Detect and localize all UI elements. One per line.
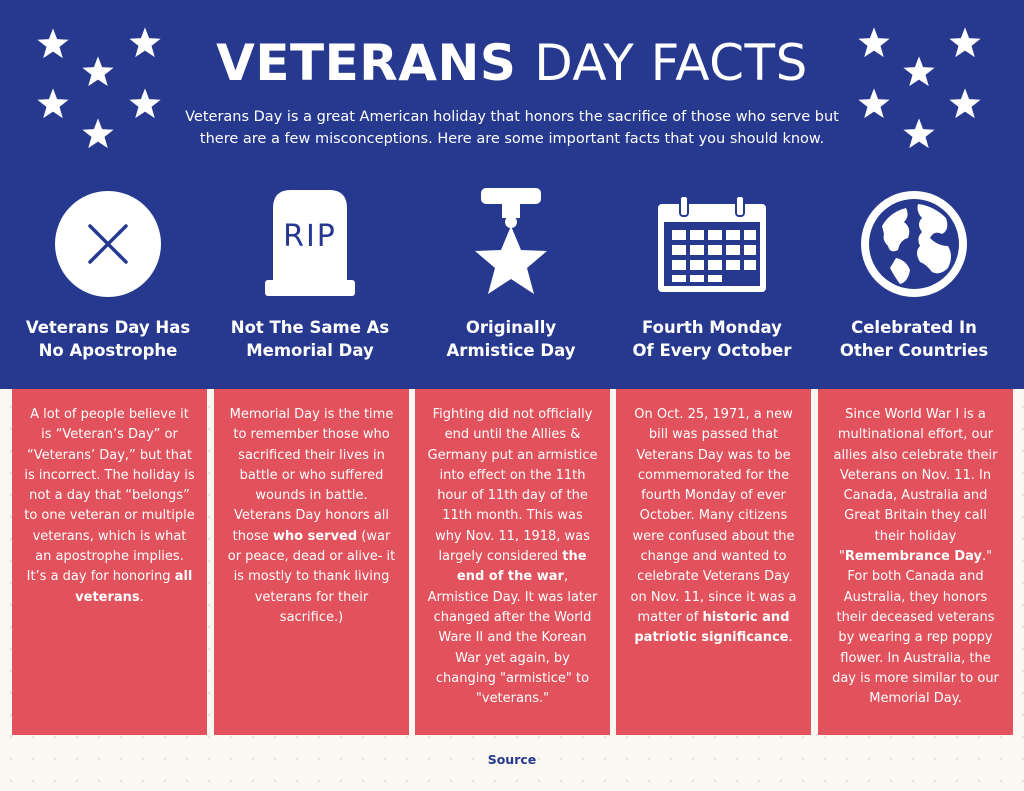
card-text-bold: Remembrance Day — [844, 549, 983, 565]
column-heading — [812, 316, 1016, 362]
column-head-october — [610, 188, 814, 378]
card-text-bold: who served — [272, 528, 358, 544]
card-text: . — [139, 589, 144, 605]
card-text-bold: historic and patriotic significance — [634, 609, 790, 646]
column-heading — [208, 316, 412, 362]
intro-text — [180, 106, 844, 150]
column-head-countries — [812, 188, 1016, 378]
heading-line: Originally — [465, 318, 557, 337]
fact-card-october — [616, 389, 811, 735]
fact-card-armistice — [415, 389, 610, 735]
star-icon — [81, 117, 115, 151]
title-bold: VETERANS — [216, 34, 517, 92]
fact-card-apostrophe — [12, 389, 207, 735]
intro-line-1: Veterans Day is a great American holiday that honors the sacrifice of those who serve but — [185, 109, 839, 125]
card-text: (war or peace, dead or alive- it is mostly to thank living veterans for their sacrifice.) — [227, 528, 396, 625]
star-medal-icon — [466, 188, 556, 300]
column-heading — [409, 316, 613, 362]
fact-card-memorial — [214, 389, 409, 735]
star-icon — [902, 117, 936, 151]
card-text-bold: the end of the war — [456, 549, 587, 585]
card-text: Memorial Day is the time to remember those who sacrificed their lives in battle or who suffered wounds in battle. Veterans Day honors all those — [229, 407, 394, 544]
heading-line: Fourth Monday — [642, 318, 782, 337]
fact-card-countries — [818, 389, 1013, 735]
intro-line-2: there are a few misconceptions. Here are some important facts that you should know. — [199, 131, 825, 147]
column-head-memorial — [208, 188, 412, 378]
heading-line: Other Countries — [839, 341, 989, 360]
heading-line: Memorial Day — [246, 341, 374, 360]
header-banner — [0, 0, 1024, 389]
heading-line: Of Every October — [632, 341, 792, 360]
globe-icon — [860, 190, 968, 298]
card-text-bold: all veterans — [75, 569, 193, 605]
heading-line: Armistice Day — [446, 341, 576, 360]
card-text: A lot of people believe it is “Veteran’s Day” or “Veterans’ Day,” but that is incorrect. — [24, 407, 193, 483]
source-link[interactable]: Source — [487, 752, 537, 767]
heading-line: No Apostrophe — [38, 341, 178, 360]
card-text: Fighting did not officially end until the Allies & Germany put an armistice into effect on the 11th hour of 11th day of the 11th month. This was why Nov. 11, 1918, was largely considered — [427, 407, 598, 565]
column-head-apostrophe — [6, 188, 210, 378]
card-text: The holiday is not a day that “belongs” to one veteran or multiple veterans, which is what an apostrophe implies. It’s a day for honoring — [24, 467, 195, 585]
column-heading — [610, 316, 814, 362]
calendar-icon — [658, 196, 766, 292]
heading-line: Veterans Day Has — [25, 318, 191, 337]
card-text: , Armistice Day. It was later changed after the World Ware II and the Korean War yet again, by changing "armistice" to "veterans." — [427, 569, 598, 707]
x-circle-icon — [54, 190, 162, 298]
card-text: Since World War I is a multinational effort, our allies also celebrate their Veterans on Nov. 11. In Canada, Australia and Great Britain they call their holiday " — [833, 407, 998, 565]
rip-text: RIP — [283, 219, 337, 254]
page-title — [0, 30, 1024, 96]
card-text: ." For both Canada and Australia, they honors their deceased veterans by wearing a rep poppy flower. In Australia, the day is more similar to our Memorial Day. — [832, 549, 999, 707]
tombstone-icon — [263, 190, 357, 298]
card-text: . — [788, 630, 793, 646]
heading-line: Not The Same As — [230, 318, 390, 337]
title-light: DAY FACTS — [534, 34, 808, 92]
column-head-armistice — [409, 188, 613, 378]
card-text: On Oct. 25, 1971, a new bill was passed that Veterans Day was to be commemorated for the fourth Monday of ever October. Many citizens were confused about the change and wanted to celebrate Veterans Day on Nov. 11, since it was a matter of — [630, 407, 797, 625]
column-heading — [6, 316, 210, 362]
heading-line: Celebrated In — [851, 318, 977, 337]
